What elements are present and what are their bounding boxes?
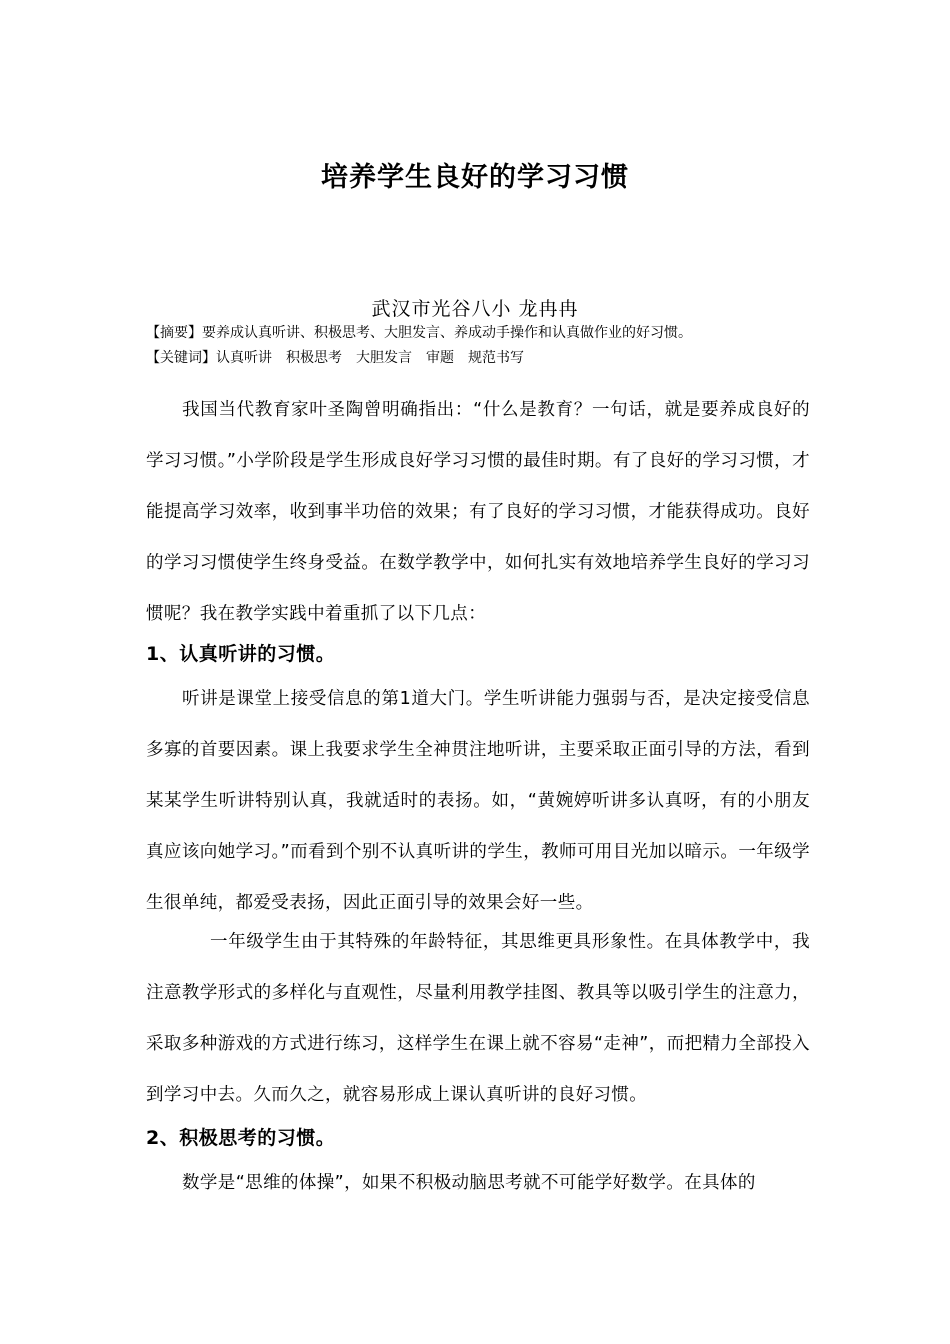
keywords-label: 【关键词】: [146, 350, 216, 366]
keyword-item: 认真听讲: [216, 350, 272, 366]
abstract-text: 要养成认真听讲、积极思考、大胆发言、养成动手操作和认真做作业的好习惯。: [202, 325, 692, 341]
body-paragraph: 数学是“思维的体操”，如果不积极动脑思考就不可能学好数学。在具体的: [182, 1173, 756, 1193]
body-paragraph: 听讲是课堂上接受信息的第1道大门。学生听讲能力强弱与否，是决定接受信息多寡的首要因素。课上我要求学生全神贯注地听讲，主要采取正面引导的方法，看到某某学生听讲特别认真，我就适时的表扬。如，“黄婉婷听讲多认真呀，有的小朋友真应该向她学习。”而看到个别不认真听讲的学生，教师可用目光加以暗示。一年级学生很单纯，都爱受表扬，因此正面引导的效果会好一些。: [146, 689, 810, 913]
keywords: [146, 348, 846, 368]
author-line: 武汉市光谷八小 龙冉冉: [371, 298, 579, 320]
section-heading: 1、认真听讲的习惯。: [146, 643, 336, 665]
section-heading: 2、积极思考的习惯。: [146, 1127, 336, 1149]
document-title: 培养学生良好的学习习惯: [321, 162, 629, 193]
keyword-item: 积极思考: [286, 350, 342, 366]
keyword-item: 规范书写: [468, 350, 524, 366]
keyword-item: 审题: [426, 350, 454, 366]
intro-paragraph: 我国当代教育家叶圣陶曾明确指出：“什么是教育？一句话，就是要养成良好的学习习惯。”小学阶段是学生形成良好学习习惯的最佳时期。有了良好的学习习惯，才能提高学习效率，收到事半功倍的效果；有了良好的学习习惯，才能获得成功。良好的学习习惯使学生终身受益。在数学教学中，如何扎实有效地培养学生良好的学习习惯呢？我在教学实践中着重抓了以下几点：: [146, 400, 810, 624]
keyword-item: 大胆发言: [356, 350, 412, 366]
body-paragraph: 一年级学生由于其特殊的年龄特征，其思维更具形象性。在具体教学中，我注意教学形式的多样化与直观性，尽量利用教学挂图、教具等以吸引学生的注意力，采取多种游戏的方式进行练习，这样学生在课上就不容易“走神”，而把精力全部投入到学习中去。久而久之，就容易形成上课认真听讲的良好习惯。: [146, 932, 810, 1105]
abstract: [146, 323, 846, 343]
abstract-label: 【摘要】: [146, 325, 202, 341]
